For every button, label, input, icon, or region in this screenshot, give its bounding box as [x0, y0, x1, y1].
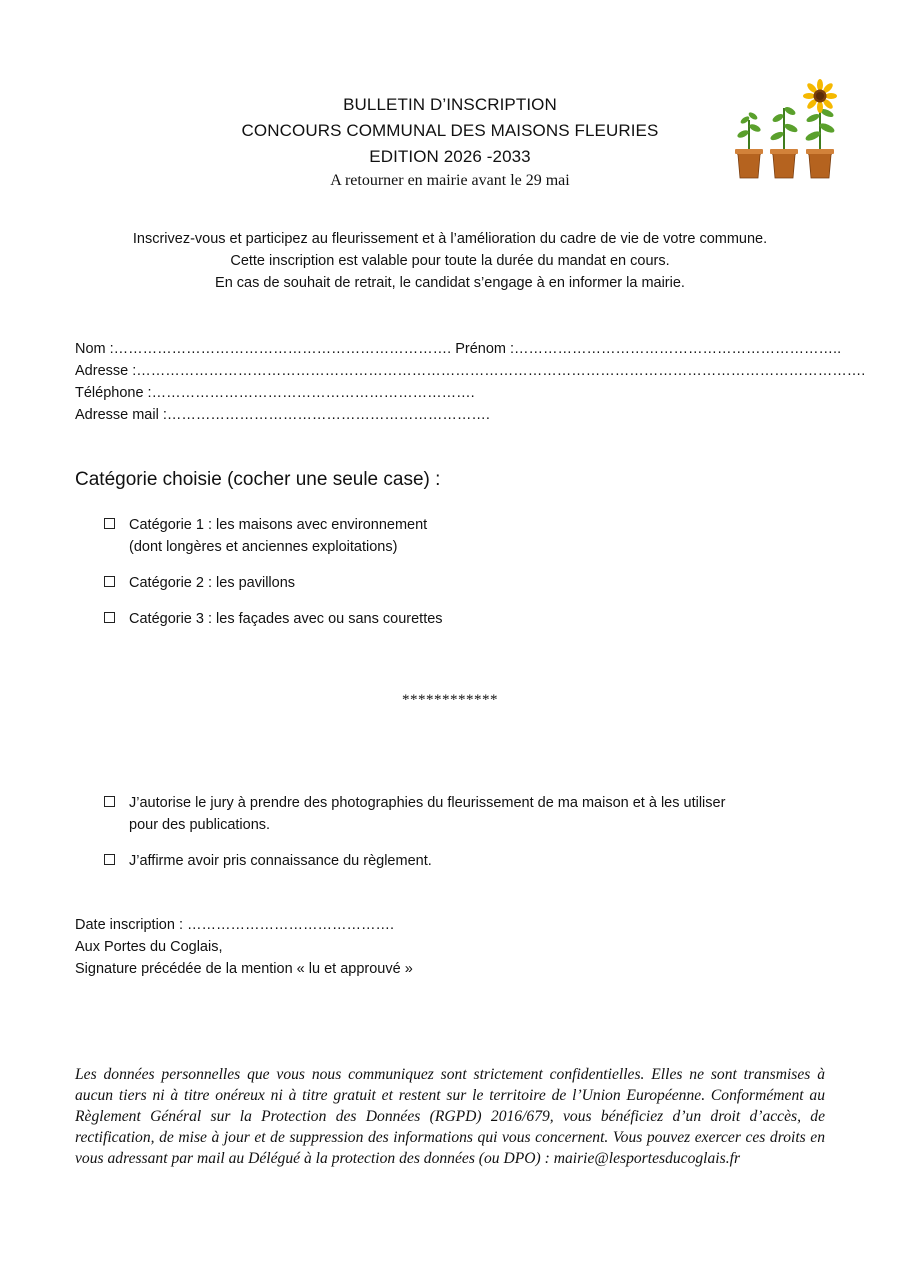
- intro-line: Cette inscription est valable pour toute la durée du mandat en cours.: [230, 253, 670, 269]
- intro-paragraph: [0, 228, 900, 294]
- category-3-option[interactable]: [104, 608, 443, 630]
- section-separator: ************: [402, 692, 498, 708]
- category-2-option[interactable]: [104, 572, 295, 594]
- category-1-detail: (dont longères et anciennes exploitations): [129, 539, 398, 555]
- signature-instruction: Signature précédée de la mention « lu et approuvé »: [75, 961, 413, 977]
- edition-label: EDITION 2026 -2033: [369, 147, 531, 166]
- name-field[interactable]: Nom :……………………………………………………………. Prénom :…………………………………………………………..: [75, 341, 842, 357]
- signature-block: [75, 914, 413, 980]
- category-1-option[interactable]: [104, 514, 427, 558]
- registration-date-field[interactable]: Date inscription : …………………………………….: [75, 917, 395, 933]
- checkbox-icon[interactable]: [104, 854, 115, 865]
- identity-fields: [75, 338, 866, 426]
- gdpr-notice: Les données personnelles que vous nous communiquez sont strictement confidentielles. Elles ne sont transmises à aucun tiers ni à titre onéreux ni à titre gratuit et restent sur le territoire de l’Union Européenne. Conformément au Règlement Général sur la Protection des Données (RGPD) 2016/679, vous bénéficiez d’un droit d’accès, de rectification, de mise à jour et de suppression des informations qui vous concernent. Vous pouvez exercer ces droits en vous adressant par mail au Délégué à la protection des données (ou DPO) : mairie@lesportesducoglais.fr: [75, 1066, 825, 1167]
- checkbox-icon[interactable]: [104, 612, 115, 623]
- photo-consent-detail: pour des publications.: [129, 817, 271, 833]
- rules-acknowledgement-option[interactable]: [104, 850, 432, 872]
- phone-field[interactable]: Téléphone :………………………………………………………….: [75, 385, 475, 401]
- commune-name: Aux Portes du Coglais,: [75, 939, 223, 955]
- checkbox-icon[interactable]: [104, 796, 115, 807]
- contest-name: CONCOURS COMMUNAL DES MAISONS FLEURIES: [241, 121, 659, 140]
- checkbox-icon[interactable]: [104, 576, 115, 587]
- address-field[interactable]: Adresse :…………………………………………………………………………………………………………………………………….: [75, 363, 866, 379]
- category-heading: Catégorie choisie (cocher une seule case) :: [75, 469, 441, 490]
- checkbox-icon[interactable]: [104, 518, 115, 529]
- rules-acknowledgement-label: J’affirme avoir pris connaissance du règlement.: [129, 853, 432, 869]
- category-1-label: Catégorie 1 : les maisons avec environnement: [129, 517, 428, 533]
- intro-line: En cas de souhait de retrait, le candidat s’engage à en informer la mairie.: [215, 275, 685, 291]
- category-2-label: Catégorie 2 : les pavillons: [129, 575, 296, 591]
- photo-consent-option[interactable]: [104, 792, 725, 836]
- return-deadline: A retourner en mairie avant le 29 mai: [330, 172, 570, 189]
- potted-plants-sunflower-icon: [732, 78, 840, 182]
- form-title: BULLETIN D’INSCRIPTION: [343, 95, 557, 114]
- email-field[interactable]: Adresse mail :………………………………………………………….: [75, 407, 490, 423]
- intro-line: Inscrivez-vous et participez au fleurissement et à l’amélioration du cadre de vie de votre commune.: [132, 231, 768, 247]
- photo-consent-label: J’autorise le jury à prendre des photographies du fleurissement de ma maison et à les utiliser: [129, 795, 726, 811]
- category-3-label: Catégorie 3 : les façades avec ou sans courettes: [129, 611, 443, 627]
